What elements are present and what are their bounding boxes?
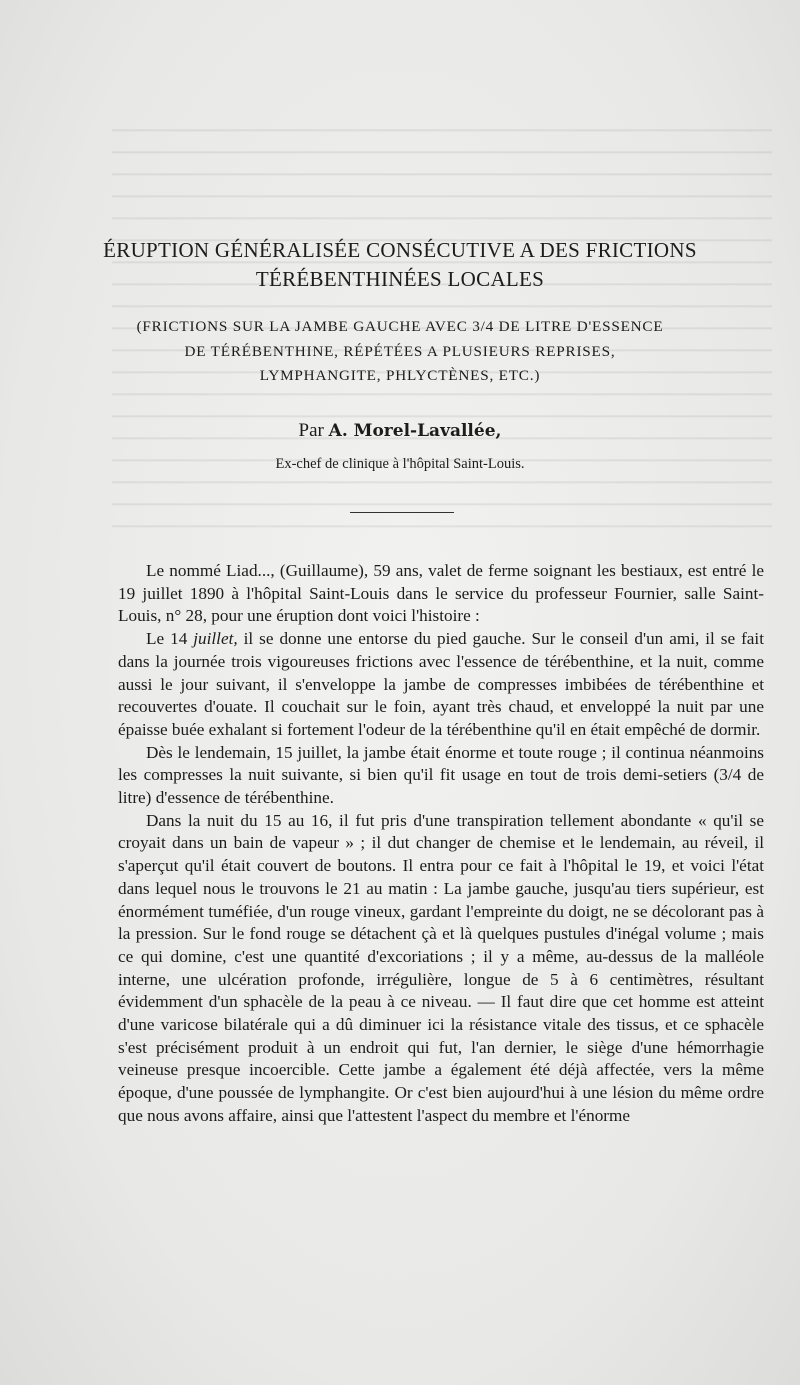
- byline: [100, 420, 700, 442]
- article-subtitle-line-2: DE TÉRÉBENTHINE, RÉPÉTÉES A PLUSIEURS REPRISES,: [184, 343, 616, 360]
- byline-prefix: Par: [298, 420, 329, 441]
- section-divider: [350, 512, 454, 513]
- paragraph-1: Le nommé Liad..., (Guillaume), 59 ans, valet de ferme soignant les bestiaux, est entré le 19 juillet 1890 à l'hôpital Saint-Louis dans le service du professeur Fournier, salle Saint-Louis, n° 28, pour une éruption dont voici l'histoire :: [118, 561, 764, 626]
- article-title-line-2: TÉRÉBENTHINÉES LOCALES: [255, 267, 545, 291]
- author-name: A. Morel-Lavallée,: [328, 421, 502, 441]
- article-subtitle-line-3: LYMPHANGITE, PHLYCTÈNES, ETC.): [259, 367, 541, 384]
- paragraph-4: Dans la nuit du 15 au 16, il fut pris d'une transpiration tellement abondante « qu'il se croyait dans un bain de vapeur » ; il dut changer de chemise et le lendemain, au réveil, il s'aperçut qu'il était couvert de boutons. Il entra pour ce fait à l'hôpital le 19, et voici l'état dans lequel nous le trouvons le 21 au matin : La jambe gauche, jusqu'au tiers supérieur, est énormément tuméfiée, d'un rouge vineux, gardant l'empreinte du doigt, ne se décolorant pas à la pression. Sur le fond rouge se détachent çà et là quelques pustules d'inégal volume ; mais ce qui domine, c'est une quantité d'excoriations ; il y a même, au-dessus de la malléole interne, une ulcération profonde, irrégulière, longue de 5 à 6 centimètres, résultant évidemment d'un sphacèle de la peau à ce niveau. — Il faut dire que cet homme est atteint d'une varicose bilatérale qui a dû diminuer ici la résistance vitale des tissus, et ce sphacèle s'est précisément produit à un endroit qui fut, l'an dernier, le siège d'une hémorrhagie veineuse presque incoercible. Cette jambe a également été déjà affectée, vers la même époque, d'une poussée de lymphangite. Or c'est bien aujourd'hui à une lésion du même ordre que nous avons affaire, ainsi que l'attestent l'aspect du membre et l'énorme: [118, 810, 764, 1125]
- article-subtitle-line-1: (FRICTIONS SUR LA JAMBE GAUCHE AVEC 3/4 DE LITRE D'ESSENCE: [136, 318, 664, 335]
- author-affiliation: Ex-chef de clinique à l'hôpital Saint-Louis.: [275, 456, 525, 472]
- article-body: [118, 560, 764, 1128]
- paragraph-3: Dès le lendemain, 15 juillet, la jambe était énorme et toute rouge ; il continua néanmoins les compresses la nuit suivante, si bien qu'il fit usage en tout de trois demi-setiers (3/4 de litre) d'essence de térébenthine.: [118, 742, 764, 808]
- paragraph-2-text: il se donne une entorse du pied gauche. Sur le conseil d'un ami, il se fait dans la journée trois vigoureuses frictions avec l'essence de térébenthine, et la nuit, comme aussi le jour suivant, il s'enveloppe la jambe de compresses imbibées de térébenthine et recouvertes d'ouate. Il couchait sur le foin, ayant très chaud, et enveloppé la nuit par une épaisse buée exhalant si fortement l'odeur de la térébenthine qu'il en était empêché de dormir.: [118, 629, 764, 739]
- article-title-line-1: ÉRUPTION GÉNÉRALISÉE CONSÉCUTIVE A DES FRICTIONS: [103, 238, 697, 262]
- paragraph-2-prefix: Le 14: [146, 629, 194, 649]
- paragraph-2: [118, 628, 764, 742]
- paragraph-2-date: juillet,: [193, 629, 238, 649]
